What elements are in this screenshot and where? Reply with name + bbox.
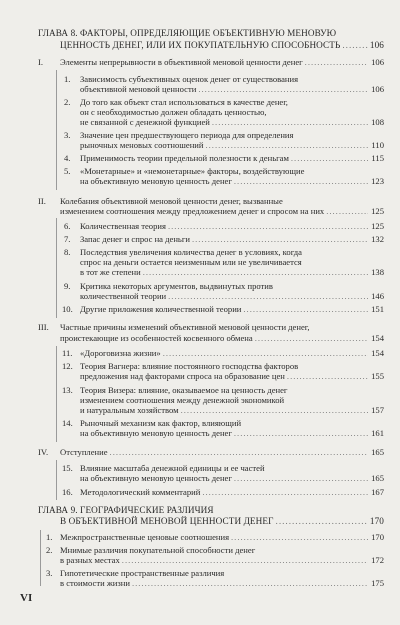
page-number: 165 (371, 447, 384, 457)
item-number: 2. (64, 97, 71, 107)
page-number: 154 (371, 348, 384, 358)
item-6-entry[interactable] (80, 221, 384, 231)
item-number: 15. (62, 463, 73, 473)
item-title-line: «Монетарные» и «немонетарные» факторы, воздействующие (80, 166, 305, 176)
item-12-entry[interactable] (80, 371, 384, 381)
section-title-line: проистекающие из особенностей косвенного обмена (60, 333, 253, 343)
item-number: 6. (64, 221, 71, 231)
item-title-line: предложения над факторами спроса на образование цен (80, 371, 285, 381)
chapter-bracket (40, 530, 41, 586)
item-9-entry[interactable] (80, 291, 384, 301)
page-number: 110 (371, 140, 384, 150)
section-title-line: Колебания объективной меновой ценности денег, вызванные (60, 196, 283, 206)
page-number: 161 (371, 428, 384, 438)
page-number: 155 (371, 371, 384, 381)
item-title-line: Межпространственные ценовые соотношения (60, 532, 230, 542)
section-number: IV. (38, 447, 49, 457)
page-number: 123 (371, 176, 384, 186)
section-number: I. (38, 57, 44, 67)
page-number: 157 (371, 405, 384, 415)
item-number: 1. (46, 532, 53, 542)
chapter-8-title-line-1: ГЛАВА 8. ФАКТОРЫ, ОПРЕДЕЛЯЮЩИЕ ОБЪЕКТИВНУЮ МЕНОВУЮ (38, 28, 337, 38)
item-title-line: на объективную меновую ценность денег (80, 176, 232, 186)
item-title-line: объективной меновой ценности (80, 84, 197, 94)
item-title-line: на объективную меновую ценность денег (80, 428, 232, 438)
item-title-line: «Дороговизна жизни» (80, 348, 161, 358)
item-title-line: Применимость теории предельной полезности к деньгам (80, 153, 289, 163)
page-number: 172 (371, 555, 384, 565)
item-title-line: Значение цен предшествующего периода для определения (80, 130, 294, 140)
section-3-entry[interactable] (60, 333, 384, 343)
chapter-9-title-line-2: В ОБЪЕКТИВНОЙ МЕНОВОЙ ЦЕННОСТИ ДЕНЕГ (60, 516, 274, 526)
section-title: Элементы непрерывности в объективной меновой ценности денег (60, 57, 303, 67)
section-title-line: Частные причины изменений объективной меновой ценности денег, (60, 322, 310, 332)
page-number: 108 (371, 117, 384, 127)
item-10-entry[interactable] (80, 304, 384, 314)
item-title-line: Зависимость субъективных оценок денег от существования (80, 74, 299, 84)
item-title-line: количественной теории (80, 291, 167, 301)
section-bracket (56, 218, 57, 318)
chapter-9-item-1-entry[interactable] (60, 532, 384, 542)
chapter-8-entry[interactable] (60, 40, 384, 50)
item-title-line: в тот же степени (80, 267, 141, 277)
section-bracket (56, 460, 57, 500)
item-number: 1. (64, 74, 71, 84)
section-bracket (56, 70, 57, 190)
item-13-entry[interactable] (80, 405, 384, 415)
page-number: 106 (371, 57, 384, 67)
item-14-entry[interactable] (80, 428, 384, 438)
item-4-entry[interactable] (80, 153, 384, 163)
section-title: Отступление (60, 447, 108, 457)
chapter-9-title-line-1: ГЛАВА 9. ГЕОГРАФИЧЕСКИЕ РАЗЛИЧИЯ (38, 505, 214, 515)
item-title-line: Гипотетические пространственные различия (60, 568, 225, 578)
chapter-9-entry[interactable] (60, 516, 384, 526)
page-number: 132 (371, 234, 384, 244)
item-title-line: Рыночный механизм как фактор, влияющий (80, 418, 242, 428)
item-number: 8. (64, 247, 71, 257)
item-number: 3. (64, 130, 71, 140)
item-number: 2. (46, 545, 53, 555)
section-4-entry[interactable] (60, 447, 384, 457)
item-number: 10. (62, 304, 73, 314)
section-number: II. (38, 196, 46, 206)
item-title-line: он с необходимостью должен обладать ценностью, (80, 107, 267, 117)
item-11-entry[interactable] (80, 348, 384, 358)
page-number: 146 (371, 291, 384, 301)
item-title-line: Теория Вагнера: влияние постоянного господства факторов (80, 361, 299, 371)
chapter-9-item-2-entry[interactable] (60, 555, 384, 565)
item-title-line: Мнимые различия покупательной способности денег (60, 545, 256, 555)
item-title-line: в стоимости жизни (60, 578, 130, 588)
item-title-line: изменением соотношения между денежной экономикой (80, 395, 285, 405)
page-number: 106 (369, 40, 384, 50)
item-16-entry[interactable] (80, 487, 384, 497)
item-number: 16. (62, 487, 73, 497)
page-number: 175 (371, 578, 384, 588)
item-title-line: Последствия увеличения количества денег в условиях, когда (80, 247, 302, 257)
chapter-9-item-3-entry[interactable] (60, 578, 384, 588)
item-title-line: Количественная теория (80, 221, 166, 231)
item-number: 13. (62, 385, 73, 395)
item-number: 3. (46, 568, 53, 578)
page-number: 170 (369, 516, 384, 526)
section-1-entry[interactable] (60, 57, 384, 67)
item-title-line: До того как объект стал использоваться в качестве денег, (80, 97, 288, 107)
section-title-line: изменением соотношения между предложением денег и спросом на них (60, 206, 325, 216)
item-title-line: и натуральным хозяйством (80, 405, 179, 415)
item-8-entry[interactable] (80, 267, 384, 277)
item-2-entry[interactable] (80, 117, 384, 127)
page-number: 125 (371, 206, 384, 216)
item-title-line: Критика некоторых аргументов, выдвинутых против (80, 281, 273, 291)
page-number: 167 (371, 487, 384, 497)
item-number: 14. (62, 418, 73, 428)
page-number: 154 (371, 333, 384, 343)
item-title-line: на объективную меновую ценность денег (80, 473, 232, 483)
item-title-line: Другие приложения количественной теории (80, 304, 242, 314)
item-title-line: не связанной с денежной функцией (80, 117, 210, 127)
page-number: 125 (371, 221, 384, 231)
item-number: 5. (64, 166, 71, 176)
page-number: 151 (371, 304, 384, 314)
item-number: 12. (62, 361, 73, 371)
section-bracket (56, 346, 57, 442)
section-number: III. (38, 322, 49, 332)
item-15-entry[interactable] (80, 473, 384, 483)
item-number: 7. (64, 234, 71, 244)
item-title-line: Влияние масштаба денежной единицы и ее частей (80, 463, 265, 473)
item-1-entry[interactable] (80, 84, 384, 94)
section-2-entry[interactable] (60, 206, 384, 216)
page-number: 165 (371, 473, 384, 483)
item-number: 9. (64, 281, 71, 291)
item-7-entry[interactable] (80, 234, 384, 244)
page-number: 170 (371, 532, 384, 542)
item-5-entry[interactable] (80, 176, 384, 186)
page-number: 138 (371, 267, 384, 277)
item-3-entry[interactable] (80, 140, 384, 150)
page-number: 106 (371, 84, 384, 94)
item-title-line: Запас денег и спрос на деньги (80, 234, 190, 244)
item-title-line: Методологический комментарий (80, 487, 201, 497)
item-number: 11. (62, 348, 73, 358)
item-number: 4. (64, 153, 71, 163)
item-title-line: рыночных меновых соотношений (80, 140, 204, 150)
item-title-line: в разных местах (60, 555, 120, 565)
page-folio: VI (20, 592, 33, 604)
item-title-line: спрос на деньги остается неизменным или не увеличивается (80, 257, 302, 267)
chapter-8-title-line-2: ЦЕННОСТЬ ДЕНЕГ, ИЛИ ИХ ПОКУПАТЕЛЬНУЮ СПОСОБНОСТЬ (60, 40, 341, 50)
page-number: 115 (371, 153, 384, 163)
item-title-line: Теория Визера: влияние, оказываемое на ценность денег (80, 385, 288, 395)
